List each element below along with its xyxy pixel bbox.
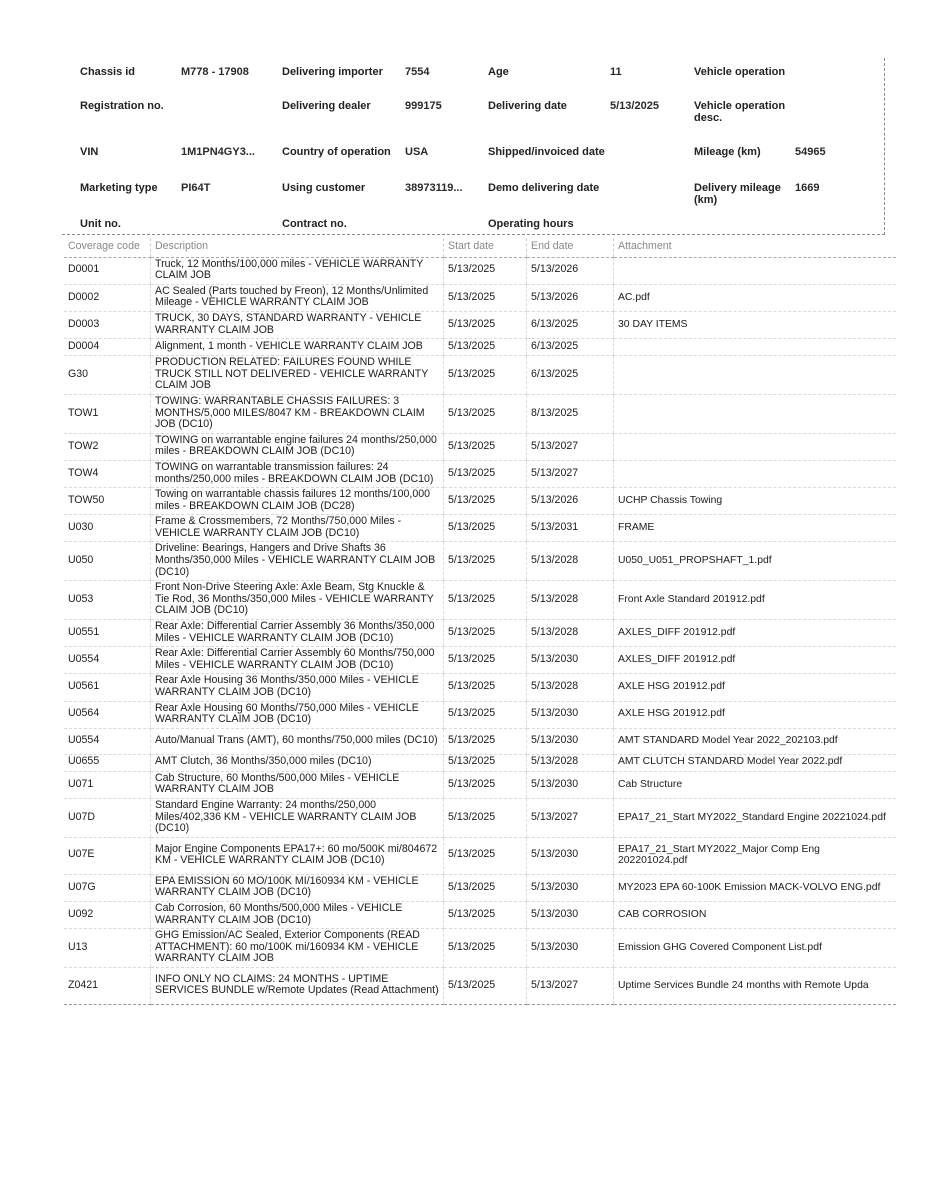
chassis-id-label: Chassis id	[80, 66, 136, 78]
attachment-link[interactable]: Front Axle Standard 201912.pdf	[614, 581, 897, 620]
description-cell: INFO ONLY NO CLAIMS: 24 MONTHS - UPTIME SERVICES BUNDLE w/Remote Updates (Read Attachment)	[151, 967, 444, 1004]
coverage-row	[64, 394, 896, 433]
coverage-row	[64, 901, 896, 928]
header-start-date: Start date	[444, 238, 527, 257]
description-cell: GHG Emission/AC Sealed, Exterior Components (READ ATTACHMENT): 60 mo/100K mi/160934 KM - VEHICLE WARRANTY CLAIM JOB	[151, 929, 444, 968]
start-date-cell: 5/13/2025	[444, 515, 527, 542]
start-date-cell: 5/13/2025	[444, 798, 527, 837]
attachment-link[interactable]: EPA17_21_Start MY2022_Major Comp Eng 202201024.pdf	[614, 837, 897, 874]
header-attachment: Attachment	[614, 238, 897, 257]
coverage-code-cell: U0561	[64, 674, 151, 701]
description-cell: Rear Axle Housing 36 Months/350,000 Miles - VEHICLE WARRANTY CLAIM JOB (DC10)	[151, 674, 444, 701]
description-cell: TOWING: WARRANTABLE CHASSIS FAILURES: 3 MONTHS/5,000 MILES/8047 KM - BREAKDOWN CLAIM JOB (DC10)	[151, 394, 444, 433]
coverage-row	[64, 488, 896, 515]
coverage-row	[64, 284, 896, 311]
coverage-code-cell: U050	[64, 542, 151, 581]
end-date-cell: 5/13/2030	[527, 929, 614, 968]
description-cell: Rear Axle: Differential Carrier Assembly 60 Months/750,000 Miles - VEHICLE WARRANTY CLAIM JOB (DC10)	[151, 647, 444, 674]
registration-no-value	[181, 100, 282, 146]
vehicle-operation-desc-label: Vehicle operation desc.	[694, 100, 786, 124]
attachment-link[interactable]: AMT STANDARD Model Year 2022_202103.pdf	[614, 728, 897, 754]
attachment-link[interactable]: UCHP Chassis Towing	[614, 488, 897, 515]
end-date-cell: 5/13/2027	[527, 967, 614, 1004]
vin-label: VIN	[80, 146, 99, 158]
start-date-cell: 5/13/2025	[444, 488, 527, 515]
attachment-link[interactable]: FRAME	[614, 515, 897, 542]
attachment-link[interactable]: Emission GHG Covered Component List.pdf	[614, 929, 897, 968]
delivering-dealer-label: Delivering dealer	[282, 100, 371, 112]
end-date-cell: 6/13/2025	[527, 356, 614, 395]
description-cell: Auto/Manual Trans (AMT), 60 months/750,000 miles (DC10)	[151, 728, 444, 754]
coverage-table-body	[64, 257, 896, 1004]
header-end-date: End date	[527, 238, 614, 257]
mileage-km-label: Mileage (km)	[694, 146, 761, 158]
description-cell: Front Non-Drive Steering Axle: Axle Beam, Stg Knuckle & Tie Rod, 36 Months/350,000 Miles - VEHICLE WARRANTY CLAIM JOB (DC10)	[151, 581, 444, 620]
delivery-mileage-km-label: Delivery mileage (km)	[694, 182, 781, 206]
description-cell: Towing on warrantable chassis failures 12 months/100,000 miles - BREAKDOWN CLAIM JOB (DC28)	[151, 488, 444, 515]
attachment-link[interactable]: AXLE HSG 201912.pdf	[614, 674, 897, 701]
coverage-row	[64, 339, 896, 356]
header-coverage-code: Coverage code	[64, 238, 151, 257]
attachment-link	[614, 356, 897, 395]
start-date-cell: 5/13/2025	[444, 311, 527, 338]
description-cell: Rear Axle Housing 60 Months/750,000 Miles - VEHICLE WARRANTY CLAIM JOB (DC10)	[151, 701, 444, 728]
coverage-row	[64, 771, 896, 798]
marketing-type-label: Marketing type	[80, 182, 158, 194]
coverage-code-cell: U030	[64, 515, 151, 542]
end-date-cell: 5/13/2026	[527, 257, 614, 284]
end-date-cell: 5/13/2027	[527, 460, 614, 487]
end-date-cell: 5/13/2027	[527, 798, 614, 837]
start-date-cell: 5/13/2025	[444, 460, 527, 487]
end-date-cell: 5/13/2030	[527, 771, 614, 798]
unit-no-label: Unit no.	[80, 218, 121, 230]
description-cell: AC Sealed (Parts touched by Freon), 12 Months/Unlimited Mileage - VEHICLE WARRANTY CLAIM JOB	[151, 284, 444, 311]
coverage-code-cell: U07D	[64, 798, 151, 837]
coverage-row	[64, 433, 896, 460]
coverage-code-cell: TOW50	[64, 488, 151, 515]
coverage-code-cell: D0001	[64, 257, 151, 284]
start-date-cell: 5/13/2025	[444, 771, 527, 798]
age-value: 11	[610, 66, 622, 78]
coverage-code-cell: TOW2	[64, 433, 151, 460]
start-date-cell: 5/13/2025	[444, 339, 527, 356]
shipped-invoiced-date-label: Shipped/invoiced date	[488, 146, 605, 158]
end-date-cell: 5/13/2028	[527, 542, 614, 581]
coverage-code-cell: U053	[64, 581, 151, 620]
shipped-invoiced-date-value	[610, 146, 694, 182]
end-date-cell: 5/13/2028	[527, 581, 614, 620]
coverage-row	[64, 754, 896, 771]
description-cell: Frame & Crossmembers, 72 Months/750,000 Miles - VEHICLE WARRANTY CLAIM JOB (DC10)	[151, 515, 444, 542]
coverage-code-cell: U0564	[64, 701, 151, 728]
end-date-cell: 5/13/2031	[527, 515, 614, 542]
coverage-row	[64, 460, 896, 487]
end-date-cell: 5/13/2030	[527, 837, 614, 874]
start-date-cell: 5/13/2025	[444, 542, 527, 581]
coverage-code-cell: TOW4	[64, 460, 151, 487]
end-date-cell: 5/13/2028	[527, 754, 614, 771]
coverage-row	[64, 674, 896, 701]
description-cell: Cab Corrosion, 60 Months/500,000 Miles - VEHICLE WARRANTY CLAIM JOB (DC10)	[151, 901, 444, 928]
coverage-code-cell: D0003	[64, 311, 151, 338]
country-of-operation-label: Country of operation	[282, 146, 391, 158]
coverage-table	[64, 238, 896, 1005]
coverage-code-cell: U071	[64, 771, 151, 798]
marketing-type-value: PI64T	[181, 182, 211, 194]
coverage-row	[64, 647, 896, 674]
coverage-code-cell: U0554	[64, 647, 151, 674]
coverage-row	[64, 356, 896, 395]
end-date-cell: 6/13/2025	[527, 311, 614, 338]
coverage-code-cell: U07G	[64, 874, 151, 901]
start-date-cell: 5/13/2025	[444, 647, 527, 674]
start-date-cell: 5/13/2025	[444, 674, 527, 701]
end-date-cell: 6/13/2025	[527, 339, 614, 356]
start-date-cell: 5/13/2025	[444, 728, 527, 754]
coverage-code-cell: U092	[64, 901, 151, 928]
coverage-code-cell: TOW1	[64, 394, 151, 433]
start-date-cell: 5/13/2025	[444, 356, 527, 395]
description-cell: EPA EMISSION 60 MO/100K MI/160934 KM - VEHICLE WARRANTY CLAIM JOB (DC10)	[151, 874, 444, 901]
coverage-row	[64, 620, 896, 647]
attachment-link	[614, 257, 897, 284]
description-cell: Major Engine Components EPA17+: 60 mo/500K mi/804672 KM - VEHICLE WARRANTY CLAIM JOB (DC10)	[151, 837, 444, 874]
coverage-code-cell: U0554	[64, 728, 151, 754]
start-date-cell: 5/13/2025	[444, 433, 527, 460]
contract-no-label: Contract no.	[282, 218, 347, 230]
vehicle-operation-desc-value	[795, 100, 855, 146]
coverage-row	[64, 798, 896, 837]
mileage-km-value: 54965	[795, 146, 826, 158]
end-date-cell: 5/13/2030	[527, 901, 614, 928]
start-date-cell: 5/13/2025	[444, 874, 527, 901]
delivering-date-label: Delivering date	[488, 100, 567, 112]
description-cell: TOWING on warrantable engine failures 24 months/250,000 miles - BREAKDOWN CLAIM JOB (DC10)	[151, 433, 444, 460]
attachment-link[interactable]: AXLES_DIFF 201912.pdf	[614, 620, 897, 647]
start-date-cell: 5/13/2025	[444, 929, 527, 968]
start-date-cell: 5/13/2025	[444, 837, 527, 874]
coverage-code-cell: U0551	[64, 620, 151, 647]
coverage-row	[64, 701, 896, 728]
coverage-code-cell: Z0421	[64, 967, 151, 1004]
attachment-link[interactable]: AXLE HSG 201912.pdf	[614, 701, 897, 728]
coverage-row	[64, 581, 896, 620]
coverage-row	[64, 837, 896, 874]
end-date-cell: 5/13/2028	[527, 620, 614, 647]
header-description: Description	[151, 238, 444, 257]
coverage-row	[64, 311, 896, 338]
coverage-row	[64, 929, 896, 968]
coverage-code-cell: U13	[64, 929, 151, 968]
start-date-cell: 5/13/2025	[444, 581, 527, 620]
end-date-cell: 5/13/2030	[527, 647, 614, 674]
vehicle-operation-label: Vehicle operation	[694, 66, 786, 78]
start-date-cell: 5/13/2025	[444, 620, 527, 647]
coverage-row	[64, 257, 896, 284]
registration-no-label: Registration no.	[80, 100, 164, 112]
end-date-cell: 5/13/2026	[527, 488, 614, 515]
description-cell: Truck, 12 Months/100,000 miles - VEHICLE WARRANTY CLAIM JOB	[151, 257, 444, 284]
end-date-cell: 5/13/2030	[527, 701, 614, 728]
attachment-link[interactable]: CAB CORROSION	[614, 901, 897, 928]
vehicle-operation-value	[795, 66, 855, 100]
description-cell: Standard Engine Warranty: 24 months/250,000 Miles/402,336 KM - VEHICLE WARRANTY CLAIM JOB (DC10)	[151, 798, 444, 837]
attachment-link	[614, 339, 897, 356]
description-cell: TOWING on warrantable transmission failures: 24 months/250,000 miles - BREAKDOWN CLAIM JOB (DC10)	[151, 460, 444, 487]
coverage-code-cell: D0002	[64, 284, 151, 311]
vehicle-info-grid	[80, 66, 855, 248]
description-cell: Alignment, 1 month - VEHICLE WARRANTY CLAIM JOB	[151, 339, 444, 356]
start-date-cell: 5/13/2025	[444, 967, 527, 1004]
delivering-date-value: 5/13/2025	[610, 100, 659, 112]
attachment-link[interactable]: U050_U051_PROPSHAFT_1.pdf	[614, 542, 897, 581]
attachment-link	[614, 460, 897, 487]
delivering-importer-label: Delivering importer	[282, 66, 383, 78]
demo-delivering-date-label: Demo delivering date	[488, 182, 600, 194]
attachment-link	[614, 394, 897, 433]
attachment-link[interactable]: AXLES_DIFF 201912.pdf	[614, 647, 897, 674]
demo-delivering-date-value	[610, 182, 694, 218]
coverage-code-cell: G30	[64, 356, 151, 395]
coverage-row	[64, 542, 896, 581]
coverage-row	[64, 515, 896, 542]
end-date-cell: 5/13/2030	[527, 728, 614, 754]
end-date-cell: 5/13/2027	[527, 433, 614, 460]
attachment-link	[614, 433, 897, 460]
delivering-dealer-value: 999175	[405, 100, 442, 112]
attachment-link[interactable]: 30 DAY ITEMS	[614, 311, 897, 338]
operating-hours-label: Operating hours	[488, 218, 574, 230]
description-cell: PRODUCTION RELATED: FAILURES FOUND WHILE TRUCK STILL NOT DELIVERED - VEHICLE WARRANTY CLAIM JOB	[151, 356, 444, 395]
coverage-code-cell: U0655	[64, 754, 151, 771]
end-date-cell: 8/13/2025	[527, 394, 614, 433]
using-customer-label: Using customer	[282, 182, 366, 194]
attachment-link[interactable]: MY2023 EPA 60-100K Emission MACK-VOLVO ENG.pdf	[614, 874, 897, 901]
description-cell: AMT Clutch, 36 Months/350,000 miles (DC10)	[151, 754, 444, 771]
attachment-link[interactable]: Uptime Services Bundle 24 months with Remote Upda	[614, 967, 897, 1004]
description-cell: TRUCK, 30 DAYS, STANDARD WARRANTY - VEHICLE WARRANTY CLAIM JOB	[151, 311, 444, 338]
vehicle-info-panel	[62, 58, 885, 235]
vin-value: 1M1PN4GY3...	[181, 146, 255, 158]
attachment-link[interactable]: EPA17_21_Start MY2022_Standard Engine 20221024.pdf	[614, 798, 897, 837]
country-of-operation-value: USA	[405, 146, 429, 158]
end-date-cell: 5/13/2026	[527, 284, 614, 311]
attachment-link[interactable]: AMT CLUTCH STANDARD Model Year 2022.pdf	[614, 754, 897, 771]
attachment-link[interactable]: AC.pdf	[614, 284, 897, 311]
description-cell: Driveline: Bearings, Hangers and Drive Shafts 36 Months/350,000 Miles - VEHICLE WARRANTY CLAIM JOB (DC10)	[151, 542, 444, 581]
chassis-id-value: M778 - 17908	[181, 66, 249, 78]
coverage-row	[64, 874, 896, 901]
start-date-cell: 5/13/2025	[444, 901, 527, 928]
attachment-link[interactable]: Cab Structure	[614, 771, 897, 798]
coverage-code-cell: D0004	[64, 339, 151, 356]
age-label: Age	[488, 66, 509, 78]
coverage-row	[64, 967, 896, 1004]
start-date-cell: 5/13/2025	[444, 394, 527, 433]
coverage-table-header-row	[64, 238, 896, 257]
end-date-cell: 5/13/2028	[527, 674, 614, 701]
start-date-cell: 5/13/2025	[444, 284, 527, 311]
description-cell: Cab Structure, 60 Months/500,000 Miles - VEHICLE WARRANTY CLAIM JOB	[151, 771, 444, 798]
delivering-importer-value: 7554	[405, 66, 430, 78]
coverage-code-cell: U07E	[64, 837, 151, 874]
start-date-cell: 5/13/2025	[444, 701, 527, 728]
coverage-row	[64, 728, 896, 754]
start-date-cell: 5/13/2025	[444, 257, 527, 284]
end-date-cell: 5/13/2030	[527, 874, 614, 901]
using-customer-value: 38973119...	[405, 182, 463, 194]
start-date-cell: 5/13/2025	[444, 754, 527, 771]
description-cell: Rear Axle: Differential Carrier Assembly 36 Months/350,000 Miles - VEHICLE WARRANTY CLAIM JOB (DC10)	[151, 620, 444, 647]
delivery-mileage-km-value: 1669	[795, 182, 820, 194]
